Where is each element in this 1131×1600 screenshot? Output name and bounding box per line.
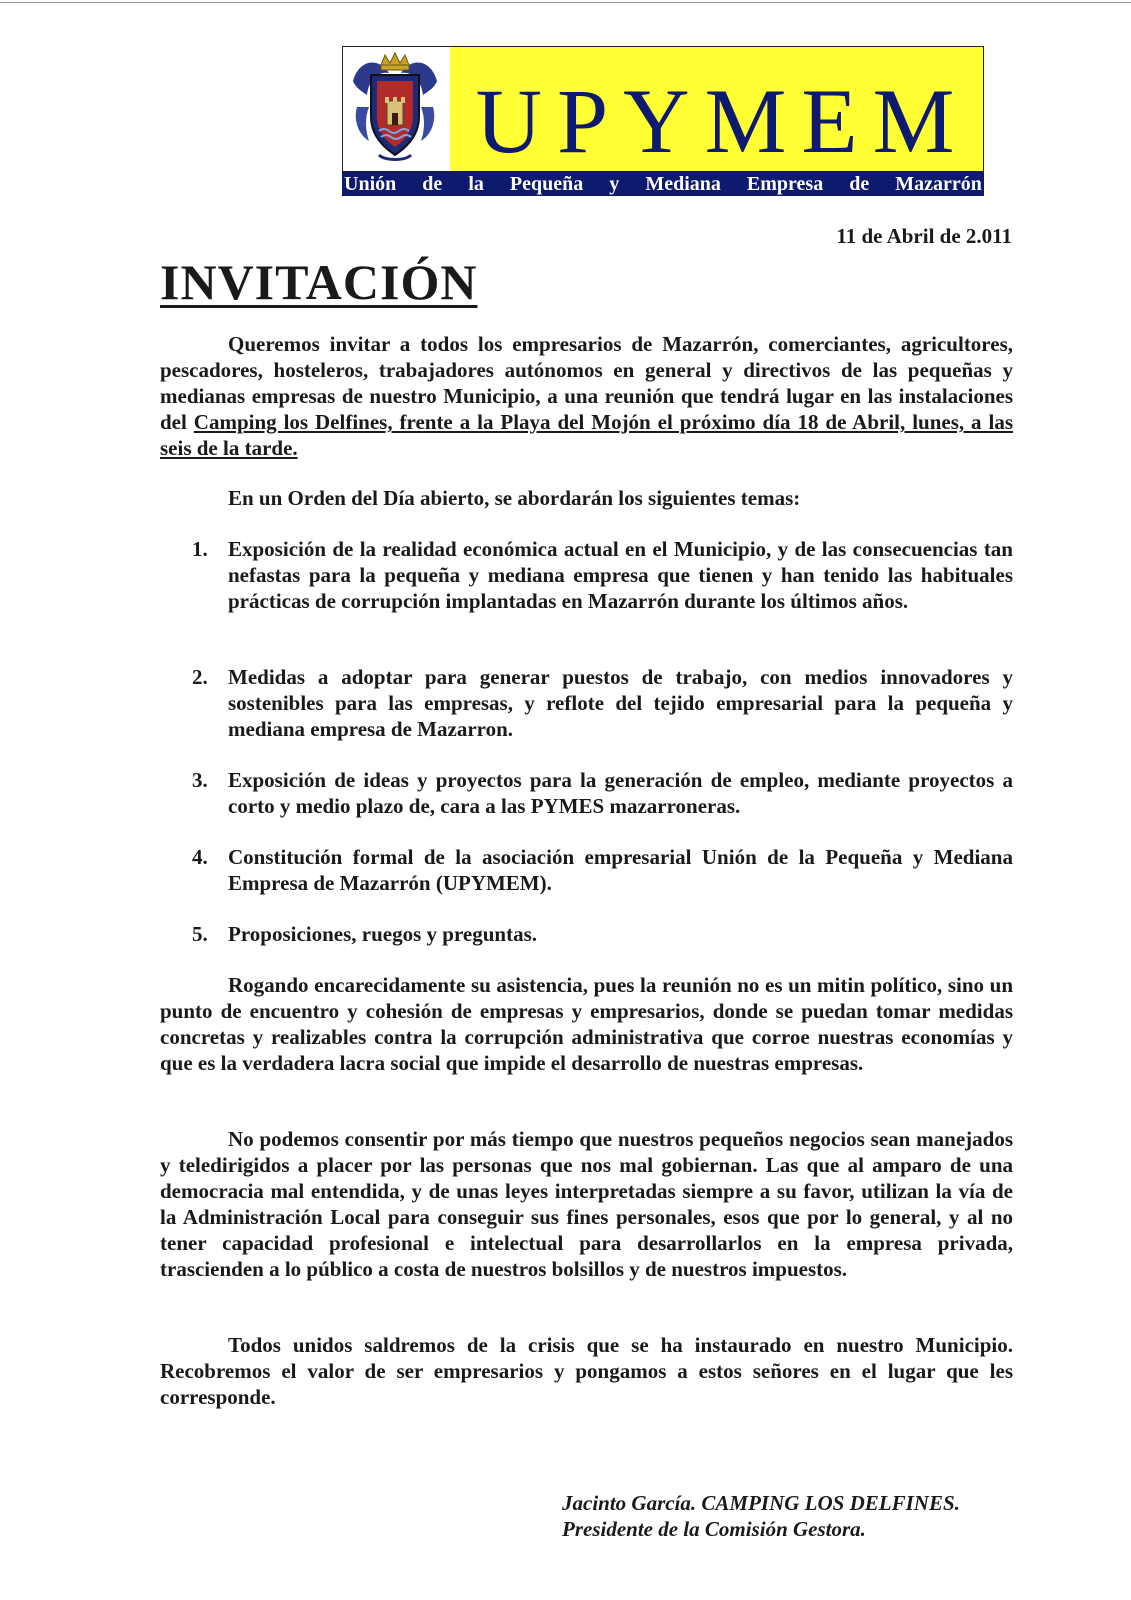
subtitle-word: de [422, 173, 443, 195]
subtitle-word: Unión [344, 173, 397, 195]
signature-block [562, 1490, 960, 1542]
agenda-item [160, 767, 1013, 819]
page-title: INVITACIÓN [160, 254, 478, 310]
agenda-item-text: Exposición de la realidad económica actual en el Municipio, y de las consecuencias tan nefastas para la pequeña y mediana empresa que tienen y han tenido las habituales prácticas de corrupción implantadas en Mazarrón durante los últimos años. [228, 537, 1013, 613]
agenda-item-text: Constitución formal de la asociación empresarial Unión de la Pequeña y Mediana Empresa de Mazarrón (UPYMEM). [228, 845, 1013, 895]
body-paragraph: Rogando encarecidamente su asistencia, pues la reunión no es un mitin político, sino un punto de encuentro y cohesión de empresas y empresarios, donde se puedan tomar medidas concretas y realizables contra la corrupción administrativa que corroe nuestras economías y que es la verdadera lacra social que impide el desarrollo de nuestras empresas. [160, 973, 1013, 1075]
signature-name: Jacinto García. CAMPING LOS DELFINES. [562, 1491, 960, 1515]
agenda-item-number: 5. [192, 922, 208, 946]
agenda-item-number: 3. [192, 768, 208, 792]
agenda-item-text: Medidas a adoptar para generar puestos de trabajo, con medios innovadores y sostenibles para las empresas, y reflote del tejido empresarial para la pequeña y mediana empresa de Mazarron. [228, 665, 1013, 741]
agenda-item [160, 536, 1013, 614]
agenda-item [160, 664, 1013, 742]
coat-of-arms-icon [349, 51, 441, 165]
intro-paragraph [160, 331, 1013, 461]
subtitle-word: de [849, 173, 870, 195]
brand-name: UPYMEM [475, 70, 970, 172]
body-paragraph: Todos unidos saldremos de la crisis que se ha instaurado en nuestro Municipio. Recobremos el valor de ser empresarios y pongamos a estos señores en el lugar que les corresponde. [160, 1333, 1013, 1409]
agenda-item-number: 1. [192, 537, 208, 561]
letterhead [342, 46, 984, 196]
agenda-item-number: 2. [192, 665, 208, 689]
letterhead-subtitle [342, 172, 984, 196]
signature-role: Presidente de la Comisión Gestora. [562, 1517, 866, 1541]
meeting-location-date: Camping los Delfines, frente a la Playa del Mojón el próximo día 18 de Abril, lunes, a las seis de la tarde. [160, 410, 1013, 460]
body-paragraph: No podemos consentir por más tiempo que nuestros pequeños negocios sean manejados y teledirigidos a placer por las personas que nos mal gobiernan. Las que al amparo de una democracia mal entendida, y de unas leyes interpretadas siempre a su favor, utilizan la vía de la Administración Local para conseguir sus fines personales, esos que por lo general, y al no tener capacidad profesional e intelectual para desarrollarlos en la empresa privada, trascienden a lo público a costa de nuestros bolsillos y de nuestros impuestos. [160, 1127, 1013, 1281]
subtitle-word: la [468, 173, 484, 195]
subtitle-word: Mazarrón [895, 173, 982, 195]
subtitle-word: Mediana [645, 173, 721, 195]
brand-banner [450, 47, 983, 171]
document-date: 11 de Abril de 2.011 [836, 224, 1012, 248]
top-rule [0, 2, 1131, 3]
intro-text: Queremos invitar a todos los empresarios de Mazarrón, comerciantes, agricultores, pescadores, hosteleros, trabajadores autónomos en general y directivos de las pequeñas y medianas empresas de nuestro Municipio, a una reunión que tendrá lugar en las instalaciones del [160, 332, 1013, 434]
agenda-item-text: Exposición de ideas y proyectos para la generación de empleo, mediante proyectos a corto y medio plazo de, cara a las PYMES mazarroneras. [228, 768, 1013, 818]
agenda-item-number: 4. [192, 845, 208, 869]
agenda-intro: En un Orden del Día abierto, se abordarán los siguientes temas: [228, 486, 801, 510]
agenda-item [160, 921, 1013, 947]
subtitle-word: Pequeña [509, 173, 584, 195]
letterhead-box [342, 46, 984, 172]
subtitle-word: y [609, 173, 620, 195]
subtitle-word: Empresa [746, 173, 824, 195]
agenda-item [160, 844, 1013, 896]
agenda-item-text: Proposiciones, ruegos y preguntas. [228, 922, 537, 946]
